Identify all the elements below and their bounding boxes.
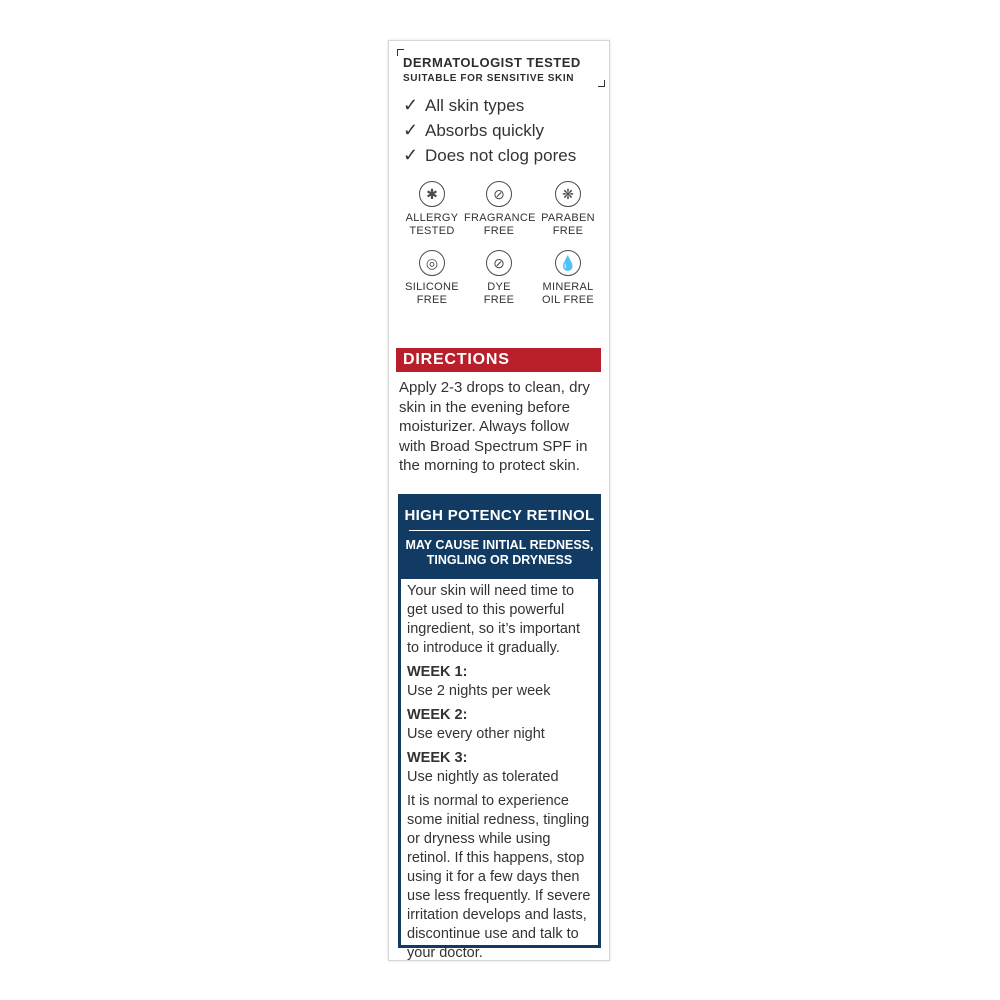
week-label: WEEK 1: — [407, 664, 468, 680]
check-item — [403, 118, 576, 143]
certification-line2: SUITABLE FOR SENSITIVE SKIN — [403, 73, 575, 84]
check-item — [403, 143, 576, 168]
warning-intro: Your skin will need time to get used to this powerful ingredient, so it’s important to introduce it gradually. — [407, 583, 581, 656]
mineral-oil-free-icon: 💧 — [555, 250, 581, 276]
badge-mineral-oil-free — [533, 250, 603, 307]
warning-header — [401, 497, 598, 579]
check-label: All skin types — [425, 95, 525, 115]
directions-heading: DIRECTIONS — [396, 348, 601, 372]
certification-block — [397, 49, 605, 87]
warning-outro: It is normal to experience some initial redness, tingling or dryness while using retinol. If this happens, stop using it for a few days then use less frequently. If severe irritation develops and lasts, discontinue use and talk to your doctor. — [407, 793, 591, 961]
check-item — [403, 93, 576, 118]
allergy-icon: ✱ — [419, 181, 445, 207]
badge-fragrance-free — [464, 181, 534, 238]
certification-line1: DERMATOLOGIST TESTED — [403, 55, 581, 70]
badge-dye-free — [464, 250, 534, 307]
badge-label: TESTED — [409, 225, 455, 237]
badge-label: OIL FREE — [541, 294, 595, 306]
badge-label: FREE — [552, 225, 584, 237]
badge-label: FREE — [416, 294, 448, 306]
week-text: Use nightly as tolerated — [407, 769, 559, 785]
badge-label: ALLERGY — [405, 212, 459, 224]
check-label: Does not clog pores — [425, 145, 577, 165]
warning-subtitle-line: TINGLING OR DRYNESS — [426, 553, 573, 567]
badge-label: DYE — [487, 281, 511, 293]
divider — [409, 530, 590, 531]
warning-subtitle — [401, 538, 598, 568]
product-label-panel — [388, 40, 610, 961]
checkmark-icon: ✓ — [403, 95, 419, 115]
checkmark-icon: ✓ — [403, 120, 419, 140]
badge-label: SILICONE — [405, 281, 459, 293]
checkmark-icon: ✓ — [403, 145, 419, 165]
badge-label: PARABEN — [541, 212, 595, 224]
benefit-checklist — [403, 93, 576, 168]
badge-label: FREE — [483, 294, 515, 306]
badge-silicone-free — [397, 250, 467, 307]
week-label: WEEK 3: — [407, 750, 468, 766]
dye-free-icon: ⊘ — [486, 250, 512, 276]
silicone-free-icon: ◎ — [419, 250, 445, 276]
directions-text: Apply 2-3 drops to clean, dry skin in the evening before moisturizer. Always follow with Broad Spectrum SPF in the morning to protect skin. — [399, 379, 590, 474]
badge-label: FREE — [483, 225, 515, 237]
badge-label: MINERAL — [542, 281, 594, 293]
badge-allergy-tested — [397, 181, 467, 238]
paraben-free-icon: ❋ — [555, 181, 581, 207]
check-label: Absorbs quickly — [425, 120, 545, 140]
badge-label: FRAGRANCE — [464, 212, 536, 224]
warning-subtitle-line: MAY CAUSE INITIAL REDNESS, — [405, 538, 594, 552]
week-label: WEEK 2: — [407, 707, 468, 723]
week-text: Use every other night — [407, 726, 545, 742]
week-text: Use 2 nights per week — [407, 683, 551, 699]
warning-title: HIGH POTENCY RETINOL — [404, 507, 595, 524]
badge-paraben-free — [533, 181, 603, 238]
corner-bracket — [598, 80, 605, 87]
fragrance-free-icon: ⊘ — [486, 181, 512, 207]
retinol-warning-box — [398, 494, 601, 961]
warning-body — [401, 579, 598, 963]
